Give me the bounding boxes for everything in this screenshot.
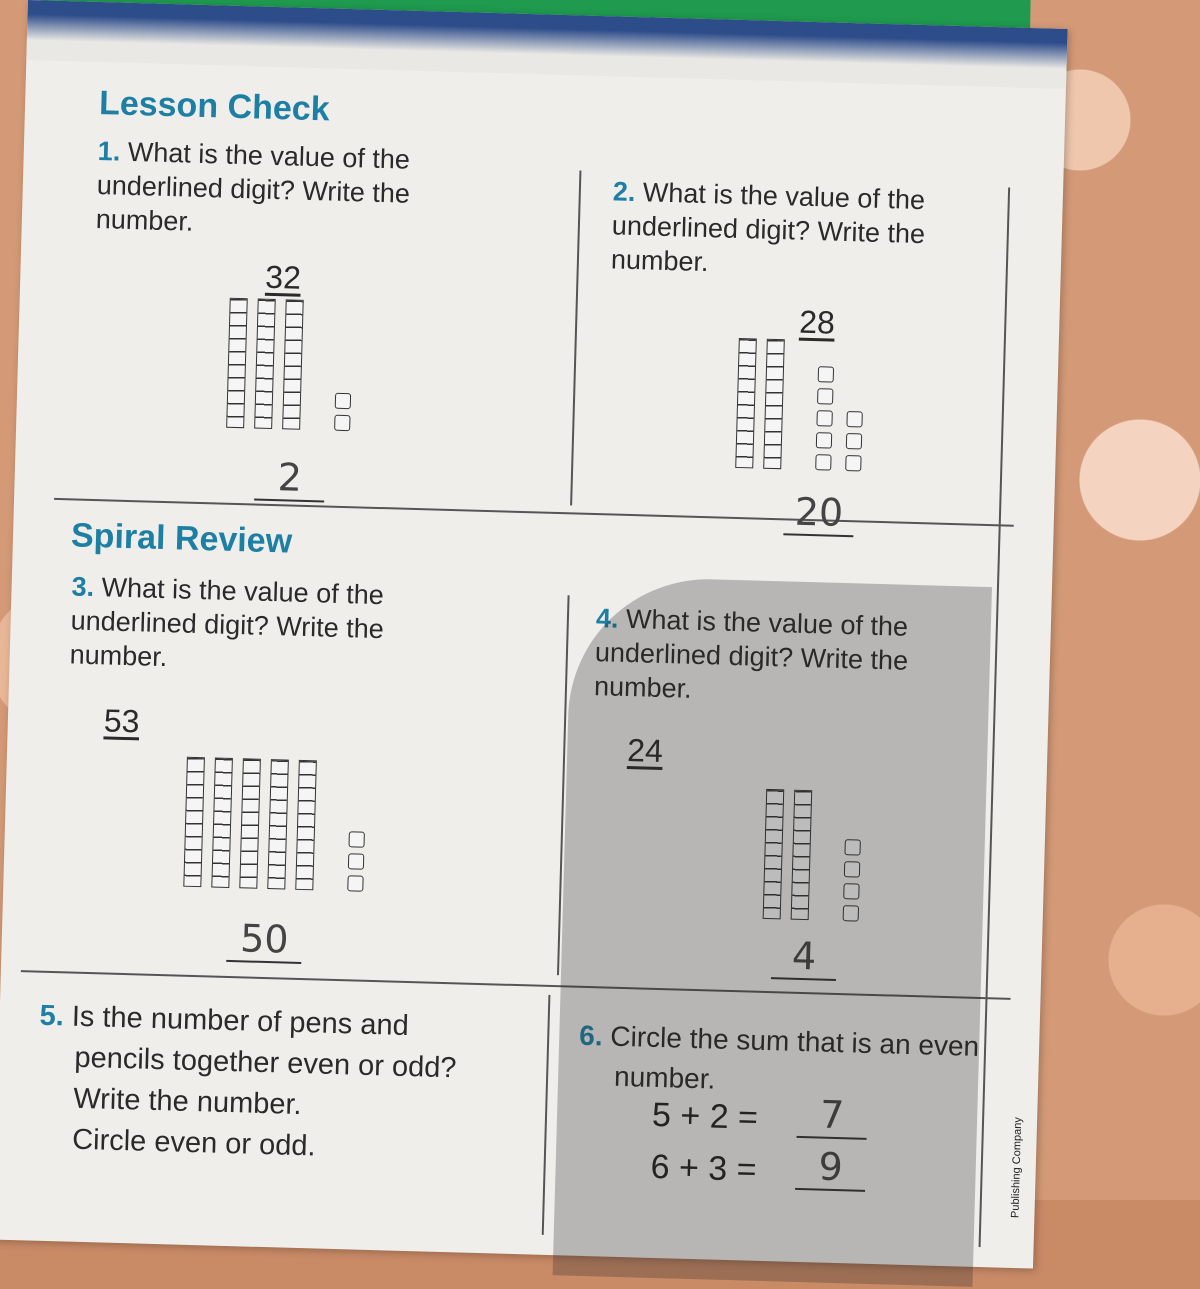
q1-base-ten-blocks xyxy=(226,298,354,431)
q4-one-unit xyxy=(844,861,860,877)
question-6 xyxy=(578,1016,1000,1108)
question-2-number: 2. xyxy=(612,176,636,208)
question-5-line-2: pencils together even or odd? xyxy=(74,1041,457,1085)
q2-one-unit xyxy=(818,366,834,382)
question-5-line-3: Write the number. xyxy=(72,1082,303,1122)
question-3-text: What is the value of the underlined digit? Write the number. xyxy=(69,572,385,673)
q3-one-unit xyxy=(348,831,364,847)
question-3 xyxy=(69,569,462,682)
q3-answer[interactable]: 50 xyxy=(226,916,302,964)
q2-base-ten-blocks xyxy=(735,338,865,471)
q4-one-unit xyxy=(844,839,860,855)
q4-one-unit xyxy=(843,883,859,899)
question-5-line-1: Is the number of pens and xyxy=(71,1000,410,1043)
q1-answer[interactable]: 2 xyxy=(254,455,325,503)
question-6-number: 6. xyxy=(578,1019,604,1052)
q2-one-unit xyxy=(816,432,832,448)
divider-vertical-3 xyxy=(542,995,551,1235)
question-1-text: What is the value of the underlined digit? Write the number. xyxy=(95,136,411,237)
question-5-number: 5. xyxy=(39,999,65,1033)
q4-ten-rod xyxy=(763,789,785,919)
q3-ten-rod xyxy=(295,760,317,890)
q1-one-unit xyxy=(335,393,351,409)
question-5 xyxy=(36,996,520,1173)
q2-ones-units-col2 xyxy=(845,411,863,471)
question-6-line-2: number. xyxy=(613,1060,716,1095)
q3-ten-rod xyxy=(239,758,261,888)
q2-one-unit xyxy=(817,388,833,404)
question-3-number: 3. xyxy=(71,571,95,603)
q1-number-value: 32 xyxy=(264,258,302,296)
q4-answer[interactable]: 4 xyxy=(771,933,837,981)
q2-one-unit xyxy=(846,411,862,427)
q1-ten-rod xyxy=(226,298,248,428)
q3-number-value: 53 xyxy=(103,702,140,740)
divider-vertical-2 xyxy=(557,595,570,975)
q3-ten-rod xyxy=(267,759,289,889)
question-4-number: 4. xyxy=(595,603,619,634)
divider-vertical-1 xyxy=(570,170,581,505)
q2-ten-rod xyxy=(735,338,757,468)
q4-number-value: 24 xyxy=(626,732,664,770)
q4-one-unit xyxy=(843,905,859,921)
q6-answer-2[interactable]: 9 xyxy=(795,1144,866,1192)
lesson-check-heading: Lesson Check xyxy=(98,84,331,129)
question-1-number: 1. xyxy=(97,136,121,167)
q6-equation-1: 5 + 2 = xyxy=(651,1095,759,1137)
question-1 xyxy=(95,134,478,247)
divider-horizontal-2 xyxy=(21,970,1011,1000)
q1-one-unit xyxy=(334,415,350,431)
q4-ten-rod xyxy=(791,790,813,920)
spiral-review-heading: Spiral Review xyxy=(70,516,293,561)
q3-base-ten-blocks xyxy=(183,757,367,892)
question-5-line-4: Circle even or odd. xyxy=(71,1123,316,1163)
question-4-text: What is the value of the underlined digit? Write the number. xyxy=(593,603,909,704)
q2-one-unit xyxy=(815,454,831,470)
question-2-text: What is the value of the underlined digit? Write the number. xyxy=(610,177,926,278)
question-2 xyxy=(611,174,944,285)
q2-ten-rod xyxy=(763,339,785,469)
q1-ones-units xyxy=(334,393,351,431)
q1-ten-rod xyxy=(282,299,304,429)
q6-answer-1[interactable]: 7 xyxy=(797,1092,868,1140)
q2-one-unit xyxy=(845,455,861,471)
publisher-credit: Publishing Company xyxy=(1009,1117,1025,1219)
q3-ten-rod xyxy=(183,757,205,887)
q2-one-unit xyxy=(846,433,862,449)
q2-ones-units-col1 xyxy=(815,366,834,470)
q3-ones-units xyxy=(347,831,365,891)
q4-ones-units xyxy=(843,839,861,921)
q1-ten-rod xyxy=(254,299,276,429)
question-6-line-1: Circle the sum that is an even xyxy=(610,1020,980,1062)
question-4 xyxy=(594,601,957,713)
q2-one-unit xyxy=(816,410,832,426)
q6-equation-2: 6 + 3 = xyxy=(650,1147,758,1189)
q2-number-value: 28 xyxy=(798,303,836,341)
q3-ten-rod xyxy=(211,758,233,888)
q3-one-unit xyxy=(347,875,363,891)
q4-base-ten-blocks xyxy=(763,789,863,922)
q2-answer[interactable]: 20 xyxy=(783,489,854,537)
q3-one-unit xyxy=(348,853,364,869)
